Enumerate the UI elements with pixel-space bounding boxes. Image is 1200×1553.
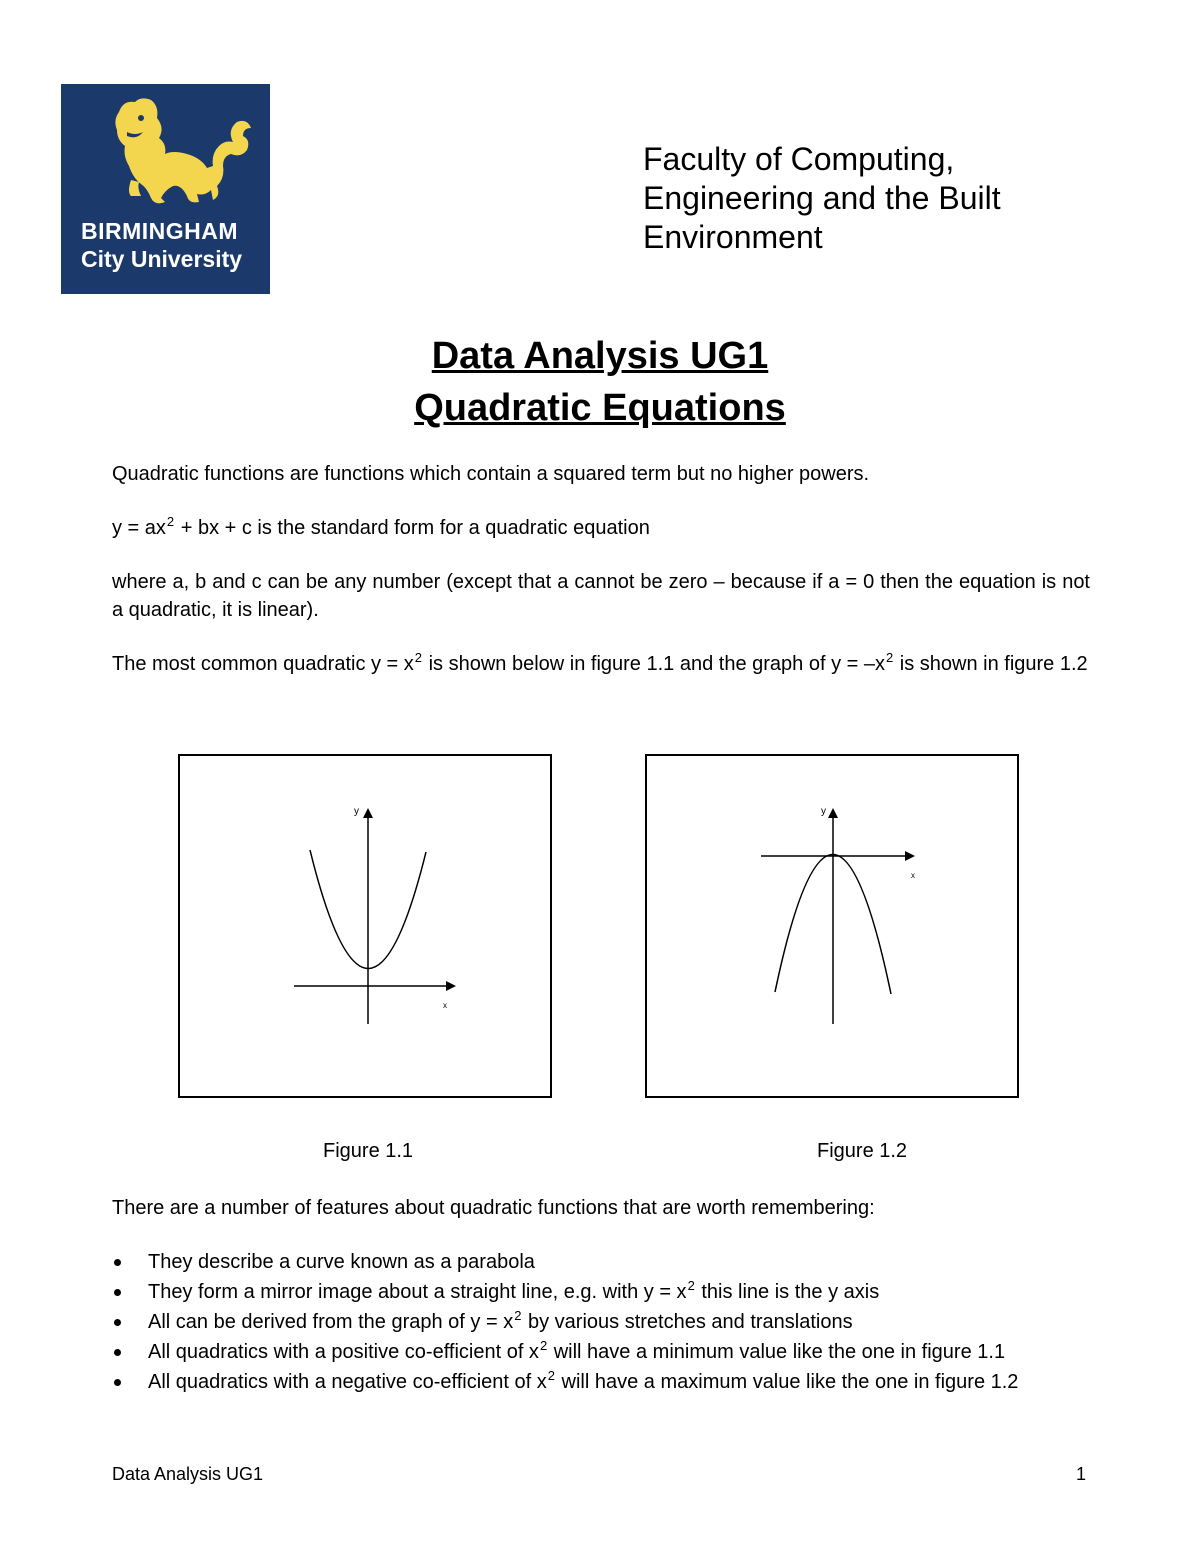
figure-1-1	[178, 754, 552, 1098]
logo-text-line1: BIRMINGHAM	[81, 218, 239, 244]
document-title	[0, 330, 1200, 434]
bullet-text-pre: All quadratics with a positive co-efficient of x	[148, 1341, 539, 1363]
list-item	[112, 1368, 1090, 1396]
x-axis-arrow-icon	[905, 851, 915, 861]
title-line1: Data Analysis UG1	[431, 335, 769, 377]
logo-text-line2: City University	[81, 246, 243, 272]
bullet-text-post: will have a maximum value like the one in figure 1.2	[555, 1371, 1019, 1393]
list-item	[112, 1248, 1090, 1276]
footer-title: Data Analysis UG1	[112, 1464, 264, 1484]
x-axis-arrow-icon	[446, 981, 456, 991]
figure-1-2-caption: Figure 1.2	[817, 1140, 908, 1162]
bullet-text-pre: All quadratics with a negative co-efficient of x	[148, 1371, 547, 1393]
x-axis-label: x	[443, 1001, 447, 1010]
bullet-icon	[114, 1319, 121, 1326]
bullet-sup: 2	[687, 1278, 695, 1293]
features-list	[112, 1248, 1090, 1398]
standard-form-paragraph	[112, 514, 1090, 542]
where-paragraph: where a, b and c can be any number (except that a cannot be zero – because if a = 0 then the equation is not a quadratic, it is linear).	[112, 571, 1090, 621]
faculty-heading	[643, 140, 1123, 257]
bullet-sup: 2	[547, 1368, 555, 1383]
common-sup1: 2	[414, 650, 423, 665]
features-intro: There are a number of features about quadratic functions that are worth remembering:	[112, 1197, 875, 1219]
page-number: 1	[1076, 1464, 1087, 1484]
bullet-icon	[114, 1289, 121, 1296]
x-axis-label: x	[911, 871, 915, 880]
y-axis-arrow-icon	[828, 808, 838, 818]
standard-form-post: + bx + c is the standard form for a quadratic equation	[175, 517, 650, 539]
university-logo	[61, 84, 270, 294]
bullet-text-post: will have a minimum value like the one in figure 1.1	[548, 1341, 1006, 1363]
list-item	[112, 1308, 1090, 1336]
faculty-line2: Engineering and the Built	[643, 180, 1001, 216]
list-item	[112, 1338, 1090, 1366]
figure-1-2	[645, 754, 1019, 1098]
common-paragraph	[112, 650, 1090, 678]
bullet-icon	[114, 1259, 121, 1266]
y-axis-arrow-icon	[363, 808, 373, 818]
bullet-icon	[114, 1379, 121, 1386]
y-axis-label: y	[821, 806, 826, 817]
parabola-down-graph	[647, 756, 1021, 1100]
common-pre: The most common quadratic y = x	[112, 653, 414, 675]
common-post: is shown in figure 1.2	[894, 653, 1088, 675]
faculty-line3: Environment	[643, 219, 823, 255]
bullet-text-pre: They form a mirror image about a straight line, e.g. with y = x	[148, 1281, 687, 1303]
bullet-sup: 2	[514, 1308, 522, 1323]
common-mid: is shown below in figure 1.1 and the graph of y = –x	[423, 653, 885, 675]
bullet-icon	[114, 1349, 121, 1356]
y-axis-label: y	[354, 806, 359, 817]
standard-form-sup: 2	[166, 514, 175, 529]
figure-1-1-caption: Figure 1.1	[323, 1140, 414, 1162]
bullet-text-post: by various stretches and translations	[522, 1311, 853, 1333]
standard-form-pre: y = ax	[112, 517, 166, 539]
parabola-up-graph	[180, 756, 554, 1100]
list-item	[112, 1278, 1090, 1306]
bullet-sup: 2	[539, 1338, 548, 1353]
bullet-text-post: this line is the y axis	[695, 1281, 880, 1303]
faculty-line1: Faculty of Computing,	[643, 141, 955, 177]
bullet-text-pre: All can be derived from the graph of y = x	[148, 1311, 514, 1333]
common-sup2: 2	[885, 650, 894, 665]
title-line2: Quadratic Equations	[414, 387, 786, 429]
intro-paragraph: Quadratic functions are functions which contain a squared term but no higher powers.	[112, 463, 870, 485]
bullet-text: They describe a curve known as a parabola	[148, 1251, 535, 1273]
